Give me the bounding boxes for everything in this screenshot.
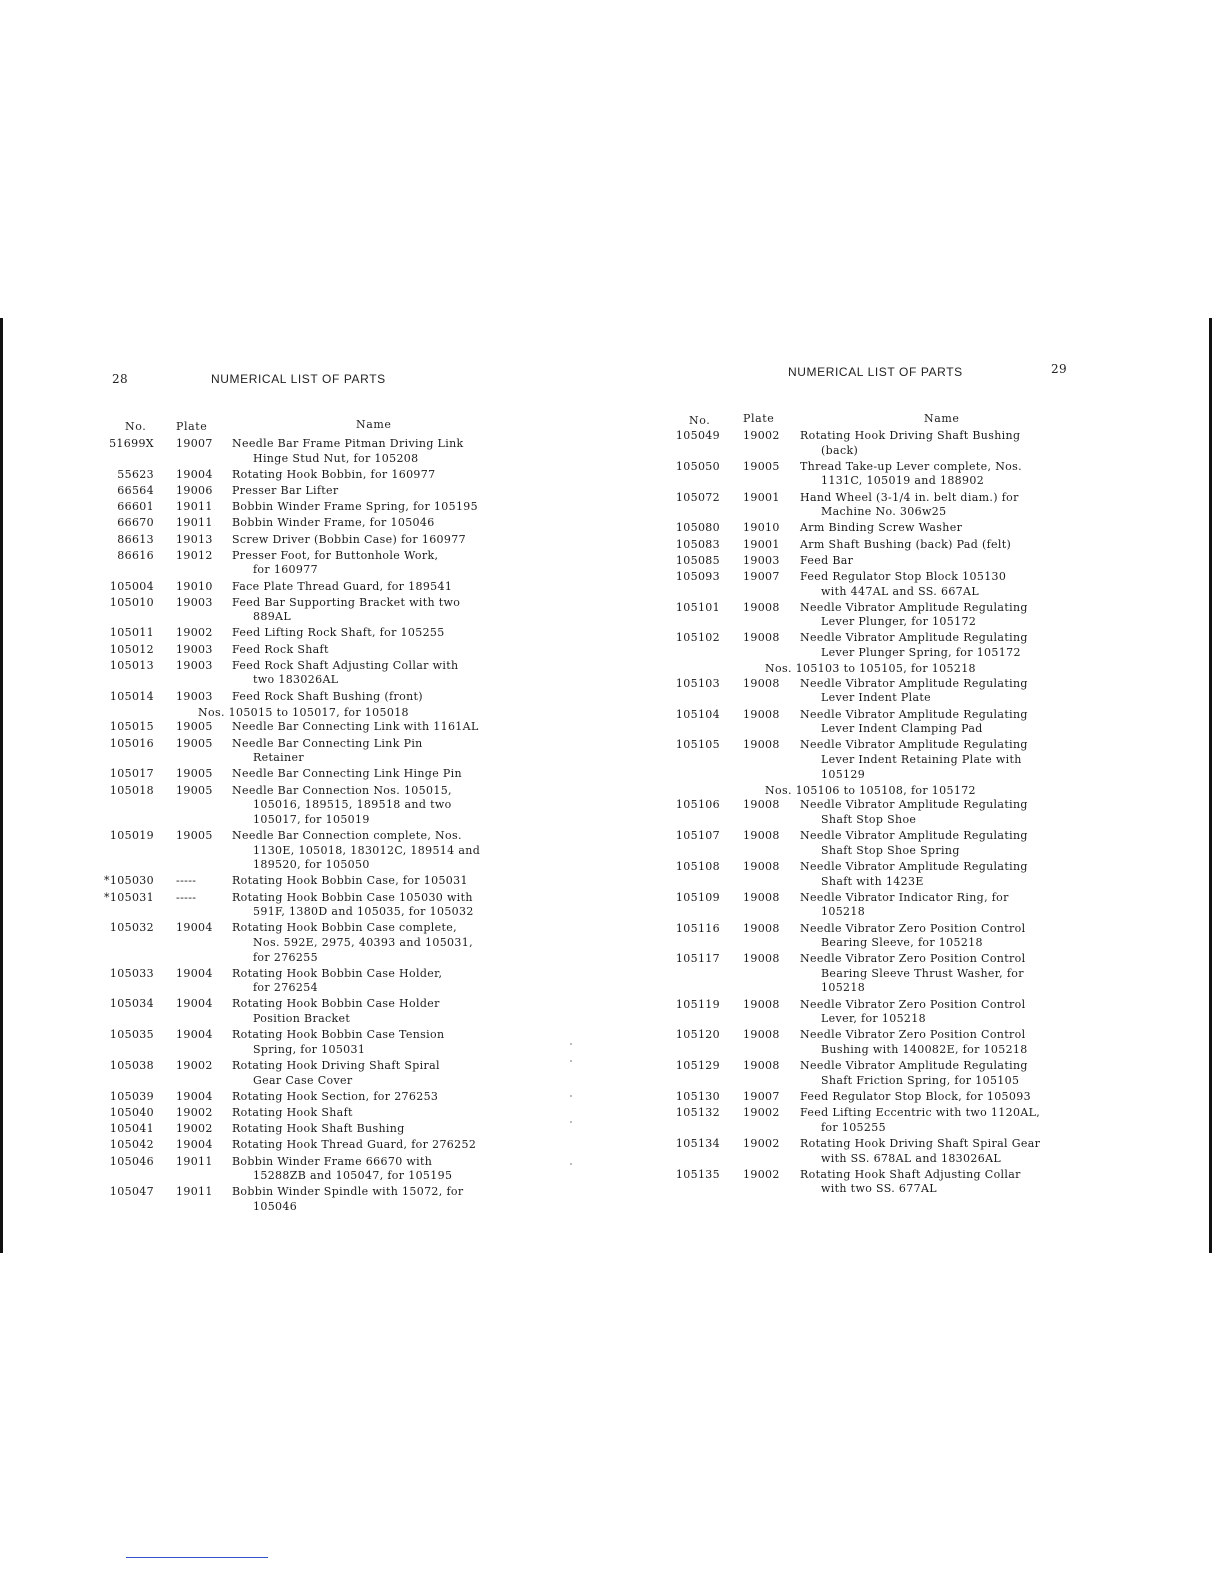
part-row [0, 601, 1224, 630]
part-name-line: Needle Vibrator Zero Position Control [800, 997, 1026, 1011]
part-name-line: 889AL [253, 610, 291, 624]
part-number: 105033 [109, 966, 154, 980]
part-number: 105093 [675, 569, 720, 583]
part-name-line: for 105255 [821, 1120, 886, 1134]
plate-number: 19007 [743, 1090, 780, 1104]
part-name-line: Rotating Hook Driving Shaft Bushing [800, 429, 1021, 442]
part-name-line: 1131C, 105019 and 188902 [821, 474, 985, 488]
part-name-line: Feed Rock Shaft [232, 642, 329, 656]
plate-number: 19007 [743, 569, 780, 583]
part-row [0, 829, 1224, 858]
part-row [0, 860, 1224, 889]
part-name [800, 922, 1025, 951]
part-name-line: 105129 [821, 767, 866, 781]
part-name-line: Lever Plunger, for 105172 [821, 615, 977, 629]
left-col-name-header: Name [356, 418, 392, 431]
part-name-line: Feed Rock Shaft Adjusting Collar with [232, 658, 459, 672]
part-number: 66670 [117, 516, 154, 530]
part-number: 105016 [109, 736, 154, 750]
part-name-line: Rotating Hook Shaft Adjusting Collar [800, 1167, 1021, 1181]
part-name-line: Needle Vibrator Amplitude Regulating [800, 859, 1028, 873]
part-name-line: Hand Wheel (3-1/4 in. belt diam.) for [800, 490, 1019, 504]
part-name-line: Gear Case Cover [253, 1073, 353, 1087]
part-name [800, 798, 1028, 827]
plate-number: ----- [176, 890, 197, 904]
part-name-line: for 276254 [253, 981, 318, 995]
part-row [0, 1028, 1224, 1057]
plate-number: 19002 [743, 1167, 780, 1181]
part-name-line: Needle Vibrator Amplitude Regulating [800, 1059, 1028, 1073]
part-name-line: Feed Rock Shaft Bushing (front) [232, 689, 423, 703]
plate-number: 19008 [743, 997, 780, 1011]
part-row [0, 1168, 1224, 1197]
part-number: 105080 [675, 521, 720, 535]
part-name-line: Needle Bar Connecting Link Hinge Pin [232, 767, 462, 781]
part-name [800, 570, 1006, 599]
part-name-line: Needle Vibrator Amplitude Regulating [800, 707, 1028, 721]
part-name-line: Needle Vibrator Amplitude Regulating [800, 738, 1028, 752]
part-number: 105012 [109, 642, 154, 656]
part-name [800, 829, 1028, 858]
part-name-line: Rotating Hook Section, for 276253 [232, 1089, 439, 1103]
part-number: 105104 [675, 707, 720, 721]
part-name-line: Needle Bar Connecting Link Pin [232, 736, 423, 750]
part-name-line: Feed Lifting Eccentric with two 1120AL, [800, 1106, 1041, 1120]
right-page-number: 29 [1051, 362, 1068, 376]
part-name-line: Rotating Hook Driving Shaft Spiral Gear [800, 1137, 1041, 1150]
part-row [0, 1059, 1224, 1088]
part-number: 105106 [675, 798, 720, 812]
plate-number: 19008 [743, 890, 780, 904]
part-name-line: Feed Bar Supporting Bracket with two [232, 595, 461, 609]
left-page-number: 28 [112, 372, 129, 386]
part-row [0, 1106, 1224, 1135]
part-name-line: Rotating Hook Bobbin Case Holder, [232, 966, 443, 980]
plate-number: 19002 [176, 1122, 213, 1136]
part-number: 105130 [675, 1090, 720, 1104]
part-row [0, 429, 1224, 458]
part-name-line: Rotating Hook Thread Guard, for 276252 [232, 1138, 477, 1152]
plate-number: 19005 [176, 720, 213, 734]
part-row [0, 538, 1224, 553]
part-number: 86613 [117, 532, 154, 546]
part-row [0, 952, 1224, 996]
part-number: 105134 [675, 1137, 720, 1150]
part-number: 51699X [109, 437, 154, 450]
plate-number: 19008 [743, 738, 780, 752]
part-name-line: Shaft Friction Spring, for 105105 [821, 1073, 1020, 1087]
part-name-line: 591F, 1380D and 105035, for 105032 [253, 905, 474, 919]
part-number: 105102 [675, 631, 720, 645]
part-row [0, 631, 1224, 660]
part-number: 105019 [109, 828, 154, 842]
part-number: 105004 [109, 579, 154, 593]
part-number: 105050 [675, 459, 720, 473]
part-name-line: Rotating Hook Driving Shaft Spiral [232, 1059, 440, 1073]
part-number: 105083 [675, 537, 720, 551]
part-name-line: Face Plate Thread Guard, for 189541 [232, 579, 453, 593]
part-number: 105120 [675, 1028, 720, 1042]
plate-number: 19008 [743, 829, 780, 843]
part-name [800, 491, 1019, 520]
part-name-line: 105046 [253, 1199, 298, 1213]
plate-number: 19010 [176, 579, 213, 593]
plate-number: 19008 [743, 600, 780, 614]
part-number: 105119 [675, 997, 720, 1011]
part-name-line: Rotating Hook Bobbin Case, for 105031 [232, 874, 468, 888]
part-row [0, 738, 1224, 782]
plate-number: 19002 [743, 429, 780, 442]
part-row [0, 677, 1224, 706]
part-name-line: Rotating Hook Shaft Bushing [232, 1122, 405, 1136]
part-name-line: Needle Vibrator Amplitude Regulating [800, 676, 1028, 690]
part-number: *105030 [104, 874, 154, 888]
part-name-line: Needle Vibrator Zero Position Control [800, 921, 1026, 935]
part-number: 105046 [109, 1154, 154, 1168]
plate-number: 19003 [176, 658, 213, 672]
part-name [800, 1106, 1040, 1135]
part-number: 105117 [675, 952, 720, 966]
part-name-line: 15288ZB and 105047, for 105195 [253, 1169, 453, 1183]
part-number: 105038 [109, 1059, 154, 1073]
part-row [0, 922, 1224, 951]
part-number: 105010 [109, 595, 154, 609]
plate-number: 19002 [176, 1106, 213, 1120]
part-row [0, 491, 1224, 520]
part-name-line: two 183026AL [253, 673, 339, 687]
part-name [800, 1090, 1031, 1105]
plate-number: 19003 [176, 642, 213, 656]
part-row [0, 521, 1224, 536]
part-name-line: Feed Regulator Stop Block, for 105093 [800, 1090, 1031, 1104]
part-name-line: Needle Bar Connecting Link with 1161AL [232, 720, 479, 734]
part-name-line: Machine No. 306w25 [821, 505, 947, 519]
plate-number: 19005 [176, 783, 213, 797]
part-name-line: Bearing Sleeve Thrust Washer, for [821, 966, 1024, 980]
plate-number: 19005 [176, 767, 213, 781]
part-number: 105015 [109, 720, 154, 734]
part-name-line: Lever Indent Clamping Pad [821, 722, 983, 736]
part-row [0, 460, 1224, 489]
plate-number: 19012 [176, 548, 213, 562]
part-name-line: Needle Vibrator Indicator Ring, for [800, 890, 1009, 904]
part-name-line: with two SS. 677AL [821, 1182, 937, 1196]
plate-number: 19004 [176, 467, 213, 481]
part-name-line: Feed Lifting Rock Shaft, for 105255 [232, 626, 445, 640]
part-name-line: Nos. 592E, 2975, 40393 and 105031, [253, 935, 473, 949]
part-number: 105103 [675, 676, 720, 690]
part-name-line: 105016, 189515, 189518 and two [253, 798, 452, 812]
part-name [800, 429, 1020, 458]
right-parts-list [0, 429, 1224, 1199]
part-name-line: Retainer [253, 751, 304, 765]
part-name [800, 1168, 1021, 1197]
part-name-line: Arm Binding Screw Washer [800, 521, 963, 535]
plate-number: 19004 [176, 1089, 213, 1103]
part-name [800, 998, 1025, 1027]
plate-number: 19003 [176, 689, 213, 703]
part-name [800, 521, 962, 536]
plate-number: 19006 [176, 483, 213, 497]
part-name-line: Needle Vibrator Amplitude Regulating [800, 631, 1028, 645]
part-row [0, 705, 1224, 737]
part-name-line: Rotating Hook Bobbin Case 105030 with [232, 890, 473, 904]
plate-number: 19005 [176, 736, 213, 750]
part-number: 105132 [675, 1106, 720, 1120]
plate-number: 19007 [176, 437, 213, 450]
part-name-line: Shaft Stop Shoe [821, 812, 917, 826]
part-number: 105135 [675, 1167, 720, 1181]
part-name-line: Needle Vibrator Zero Position Control [800, 952, 1026, 966]
plate-number: 19005 [743, 459, 780, 473]
plate-number: 19004 [176, 966, 213, 980]
part-number: 55623 [117, 467, 154, 481]
part-name-line: Bobbin Winder Frame, for 105046 [232, 516, 435, 530]
plate-number: 19003 [176, 595, 213, 609]
plate-number: 19002 [176, 626, 213, 640]
plate-number: 19002 [743, 1137, 780, 1150]
part-name-line: 105218 [821, 981, 866, 995]
group-note: Nos. 105103 to 105105, for 105218 [765, 662, 976, 676]
part-name-line: for 160977 [253, 563, 318, 577]
part-name-line: Needle Bar Frame Pitman Driving Link [232, 437, 464, 450]
plate-number: 19008 [743, 798, 780, 812]
part-number: 105035 [109, 1028, 154, 1042]
part-row [0, 998, 1224, 1027]
part-name-line: Arm Shaft Bushing (back) Pad (felt) [800, 537, 1012, 551]
part-number: 105072 [675, 490, 720, 504]
part-name-line: Rotating Hook Bobbin Case Tension [232, 1028, 445, 1042]
part-number: 105014 [109, 689, 154, 703]
part-name [800, 891, 1009, 920]
plate-number: 19008 [743, 1059, 780, 1073]
right-col-name-header: Name [924, 412, 960, 425]
part-row [0, 1137, 1224, 1166]
group-note: Nos. 105106 to 105108, for 105172 [765, 783, 976, 797]
part-row [0, 891, 1224, 920]
part-number: 86616 [117, 548, 154, 562]
plate-number: 19008 [743, 631, 780, 645]
part-number: 105108 [675, 859, 720, 873]
plate-number: 19008 [743, 1028, 780, 1042]
part-number: 105047 [109, 1185, 154, 1199]
part-number: *105031 [104, 890, 154, 904]
right-col-no-header: No. [689, 414, 711, 427]
part-name [800, 1059, 1028, 1088]
plate-number: 19013 [176, 532, 213, 546]
left-col-no-header: No. [125, 420, 147, 433]
part-name [800, 631, 1028, 660]
part-name-line: Presser Foot, for Buttonhole Work, [232, 548, 439, 562]
plate-number: 19008 [743, 707, 780, 721]
part-name-line: Spring, for 105031 [253, 1042, 366, 1056]
part-name-line: 105017, for 105019 [253, 812, 370, 826]
part-name-line: with 447AL and SS. 667AL [821, 584, 979, 598]
part-name-line: Rotating Hook Shaft [232, 1106, 353, 1120]
part-name-line: Rotating Hook Bobbin, for 160977 [232, 467, 436, 481]
part-number: 105034 [109, 997, 154, 1011]
part-number: 105040 [109, 1106, 154, 1120]
part-number: 105017 [109, 767, 154, 781]
right-col-plate-header: Plate [743, 412, 775, 425]
part-name-line: Rotating Hook Bobbin Case complete, [232, 921, 457, 935]
part-name-line: Hinge Stud Nut, for 105208 [253, 451, 419, 465]
plate-number: 19001 [743, 537, 780, 551]
plate-number: 19008 [743, 952, 780, 966]
part-number: 105042 [109, 1138, 154, 1152]
part-number: 105101 [675, 600, 720, 614]
part-name-line: Lever, for 105218 [821, 1012, 926, 1026]
part-name-line: Needle Bar Connection Nos. 105015, [232, 783, 452, 797]
plate-number: 19008 [743, 921, 780, 935]
part-name-line: Needle Vibrator Amplitude Regulating [800, 600, 1028, 614]
part-name [800, 460, 1022, 489]
part-number: 105039 [109, 1089, 154, 1103]
part-name-line: with SS. 678AL and 183026AL [821, 1151, 1002, 1165]
part-name [800, 554, 853, 569]
part-name-line: Lever Indent Plate [821, 691, 931, 705]
part-name [800, 538, 1011, 553]
plate-number: 19004 [176, 997, 213, 1011]
part-name-line: Shaft with 1423E [821, 874, 924, 888]
right-page-title: NUMERICAL LIST OF PARTS [788, 365, 963, 379]
left-col-plate-header: Plate [176, 420, 208, 433]
part-row [0, 1090, 1224, 1105]
part-name [800, 738, 1028, 782]
part-name [800, 677, 1028, 706]
part-number: 105013 [109, 658, 154, 672]
part-name [800, 1137, 1040, 1166]
part-name-line: Bearing Sleeve, for 105218 [821, 936, 983, 950]
part-name [800, 860, 1028, 889]
plate-number: 19008 [743, 676, 780, 690]
plate-number: ----- [176, 874, 197, 888]
left-page-title: NUMERICAL LIST OF PARTS [211, 372, 386, 386]
part-name [800, 601, 1028, 630]
part-row [0, 570, 1224, 599]
group-note: Nos. 105015 to 105017, for 105018 [198, 705, 409, 719]
part-name-line: (back) [821, 443, 859, 457]
part-name-line: Needle Vibrator Amplitude Regulating [800, 798, 1028, 812]
part-name-line: Bobbin Winder Spindle with 15072, for [232, 1185, 464, 1199]
part-name-line: Bobbin Winder Frame 66670 with [232, 1154, 433, 1168]
part-name [800, 1028, 1028, 1057]
plate-number: 19011 [176, 1154, 213, 1168]
plate-number: 19002 [176, 1059, 213, 1073]
part-name-line: 105218 [821, 905, 866, 919]
part-number: 66564 [117, 483, 154, 497]
part-name-line: Presser Bar Lifter [232, 483, 339, 497]
part-name-line: Thread Take-up Lever complete, Nos. [800, 459, 1022, 473]
plate-number: 19004 [176, 1138, 213, 1152]
part-name-line: Feed Regulator Stop Block 105130 [800, 569, 1007, 583]
part-name-line: Position Bracket [253, 1012, 351, 1026]
part-name-line: for 276255 [253, 950, 318, 964]
plate-number: 19011 [176, 516, 213, 530]
part-name-line: Needle Vibrator Zero Position Control [800, 1028, 1026, 1042]
plate-number: 19004 [176, 921, 213, 935]
part-name-line: 189520, for 105050 [253, 858, 370, 872]
plate-number: 19005 [176, 828, 213, 842]
plate-number: 19008 [743, 859, 780, 873]
part-name-line: Screw Driver (Bobbin Case) for 160977 [232, 532, 466, 546]
plate-number: 19011 [176, 1185, 213, 1199]
part-number: 105011 [109, 626, 154, 640]
plate-number: 19010 [743, 521, 780, 535]
part-number: 105129 [675, 1059, 720, 1073]
part-number: 105018 [109, 783, 154, 797]
part-name-line: Rotating Hook Bobbin Case Holder [232, 997, 440, 1011]
part-name-line: Shaft Stop Shoe Spring [821, 843, 960, 857]
part-number: 105105 [675, 738, 720, 752]
part-name-line: Needle Vibrator Amplitude Regulating [800, 829, 1028, 843]
plate-number: 19001 [743, 490, 780, 504]
plate-number: 19003 [743, 553, 780, 567]
part-name-line: Needle Bar Connection complete, Nos. [232, 828, 462, 842]
part-number: 105032 [109, 921, 154, 935]
part-name-line: Bobbin Winder Frame Spring, for 105195 [232, 500, 479, 514]
part-name-line: Lever Indent Retaining Plate with [821, 753, 1022, 766]
part-number: 105049 [675, 429, 720, 442]
part-name-line: 1130E, 105018, 183012C, 189514 and [253, 843, 481, 857]
part-row [0, 554, 1224, 569]
part-name-line: Lever Plunger Spring, for 105172 [821, 646, 1021, 660]
part-number: 105109 [675, 890, 720, 904]
part-name [800, 708, 1028, 737]
part-row [0, 798, 1224, 827]
part-name [800, 952, 1025, 996]
part-name-line: Bushing with 140082E, for 105218 [821, 1043, 1028, 1057]
part-number: 105085 [675, 553, 720, 567]
part-number: 105041 [109, 1122, 154, 1136]
part-name-line: Feed Bar [800, 553, 854, 567]
plate-number: 19011 [176, 500, 213, 514]
part-number: 105116 [675, 921, 720, 935]
part-number: 105107 [675, 829, 720, 843]
plate-number: 19004 [176, 1028, 213, 1042]
plate-number: 19002 [743, 1106, 780, 1120]
footer-rule [126, 1557, 268, 1558]
part-number: 66601 [117, 500, 154, 514]
